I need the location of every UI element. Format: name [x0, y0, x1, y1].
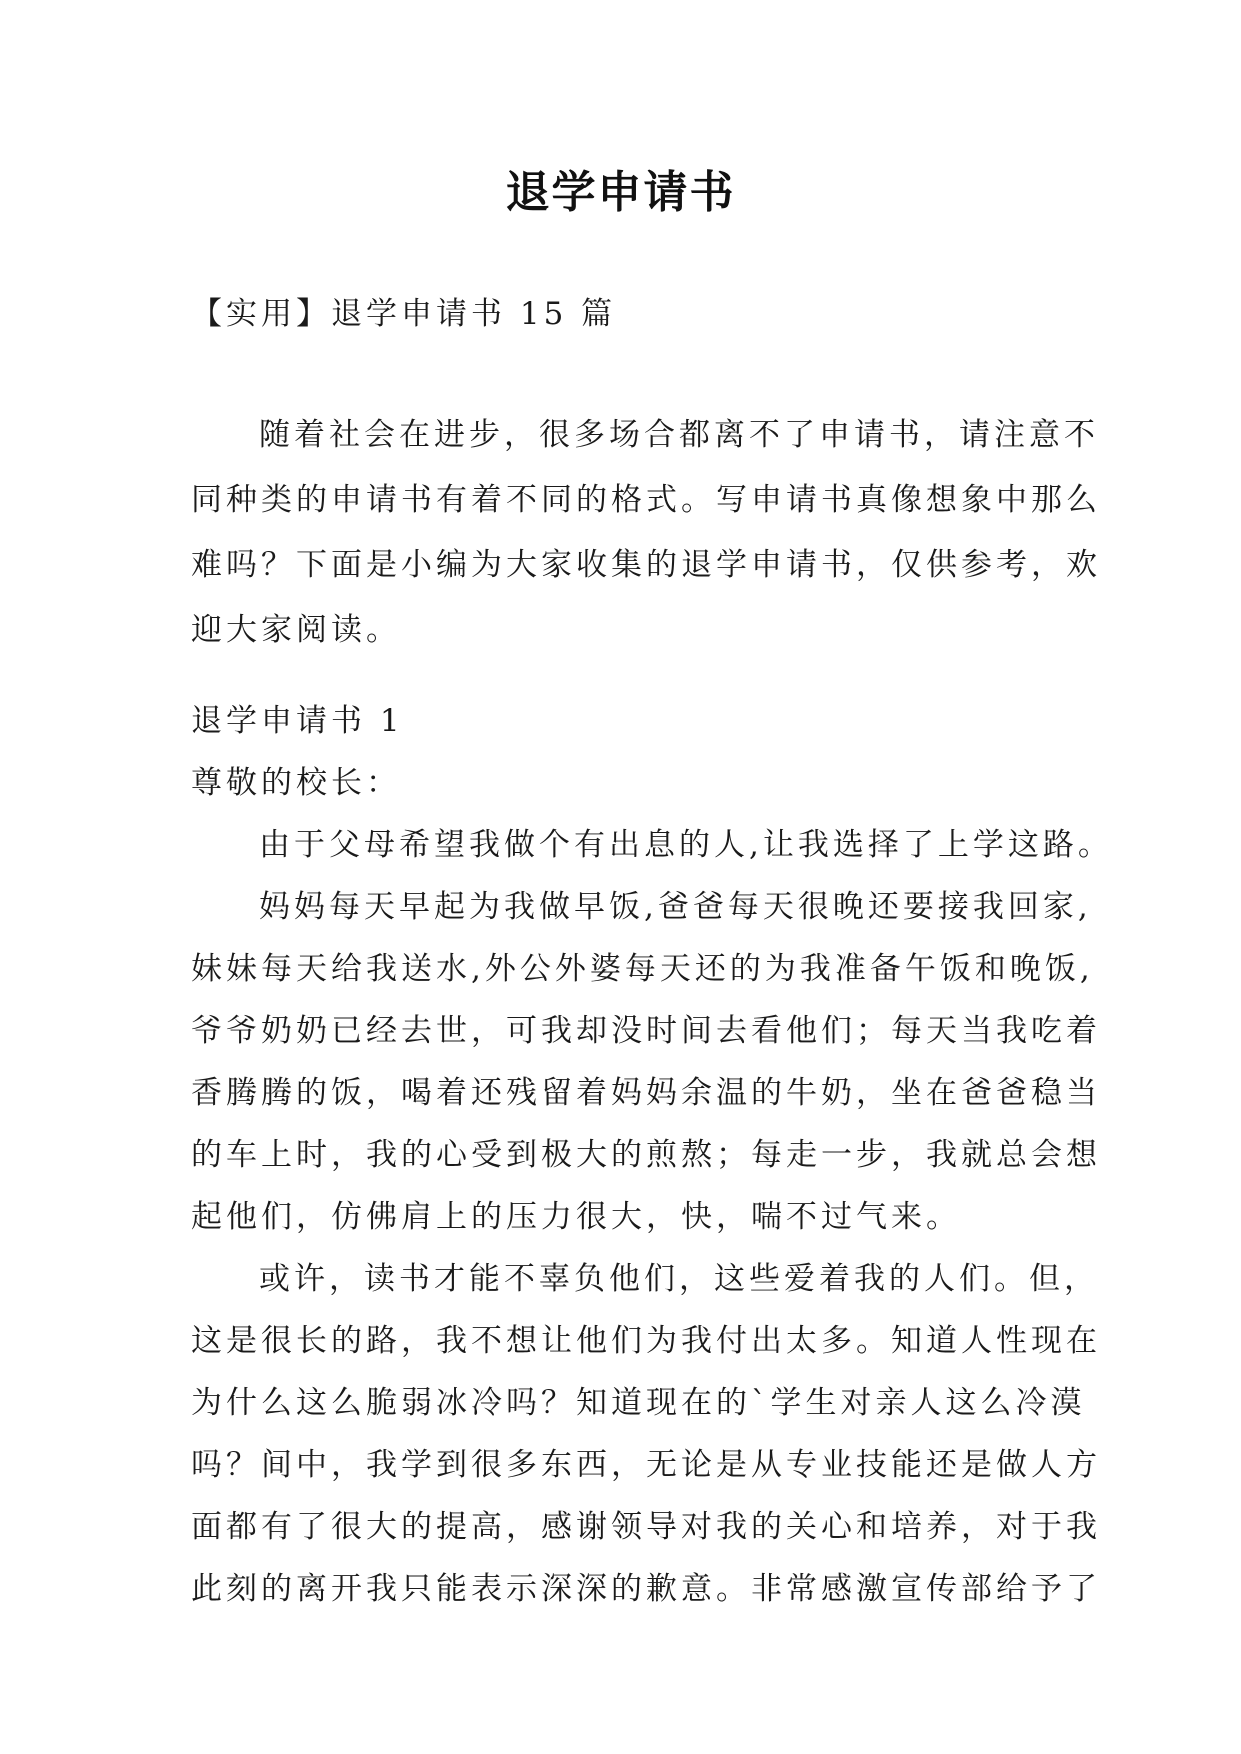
paragraph-line: 面都有了很大的提高，感谢领导对我的关心和培养，对于我 — [191, 1509, 1101, 1545]
paragraph-line: 由于父母希望我做个有出息的人,让我选择了上学这路。 — [259, 827, 1113, 863]
letter-paragraph — [191, 876, 1101, 1248]
paragraph-line: 爷爷奶奶已经去世，可我却没时间去看他们；每天当我吃着 — [191, 1013, 1101, 1049]
letter-heading: 退学申请书 1 — [191, 703, 404, 739]
intro-line: 难吗？下面是小编为大家收集的退学申请书，仅供参考，欢 — [191, 547, 1101, 583]
paragraph-line: 这是很长的路，我不想让他们为我付出太多。知道人性现在 — [191, 1323, 1101, 1359]
paragraph-line: 为什么这么脆弱冰冷吗？知道现在的`学生对亲人这么冷漠 — [191, 1385, 1086, 1421]
letter-paragraph — [191, 1248, 1101, 1620]
letter-paragraph — [191, 814, 1113, 876]
paragraph-line: 妈妈每天早起为我做早饭,爸爸每天很晚还要接我回家, — [259, 889, 1092, 925]
intro-line: 同种类的申请书有着不同的格式。写申请书真像想象中那么 — [191, 482, 1101, 518]
intro-line: 迎大家阅读。 — [191, 612, 401, 648]
paragraph-line: 的车上时，我的心受到极大的煎熬；每走一步，我就总会想 — [191, 1137, 1101, 1173]
paragraph-line: 此刻的离开我只能表示深深的歉意。非常感激宣传部给予了 — [191, 1571, 1101, 1607]
paragraph-line: 或许，读书才能不辜负他们，这些爱着我的人们。但， — [259, 1261, 1099, 1297]
paragraph-line: 起他们，仿佛肩上的压力很大，快，喘不过气来。 — [191, 1199, 961, 1235]
document-subtitle: 【实用】退学申请书 15 篇 — [191, 296, 617, 332]
intro-paragraph — [191, 403, 1101, 663]
intro-line: 随着社会在进步，很多场合都离不了申请书，请注意不 — [259, 417, 1099, 453]
letter-salutation: 尊敬的校长： — [191, 765, 401, 801]
document-title: 退学申请书 — [505, 167, 736, 218]
letter-body — [191, 690, 1113, 1620]
paragraph-line: 妹妹每天给我送水,外公外婆每天还的为我准备午饭和晚饭, — [191, 951, 1094, 987]
paragraph-line: 香腾腾的饭，喝着还残留着妈妈余温的牛奶，坐在爸爸稳当 — [191, 1075, 1101, 1111]
paragraph-line: 吗？间中，我学到很多东西，无论是从专业技能还是做人方 — [191, 1447, 1101, 1483]
